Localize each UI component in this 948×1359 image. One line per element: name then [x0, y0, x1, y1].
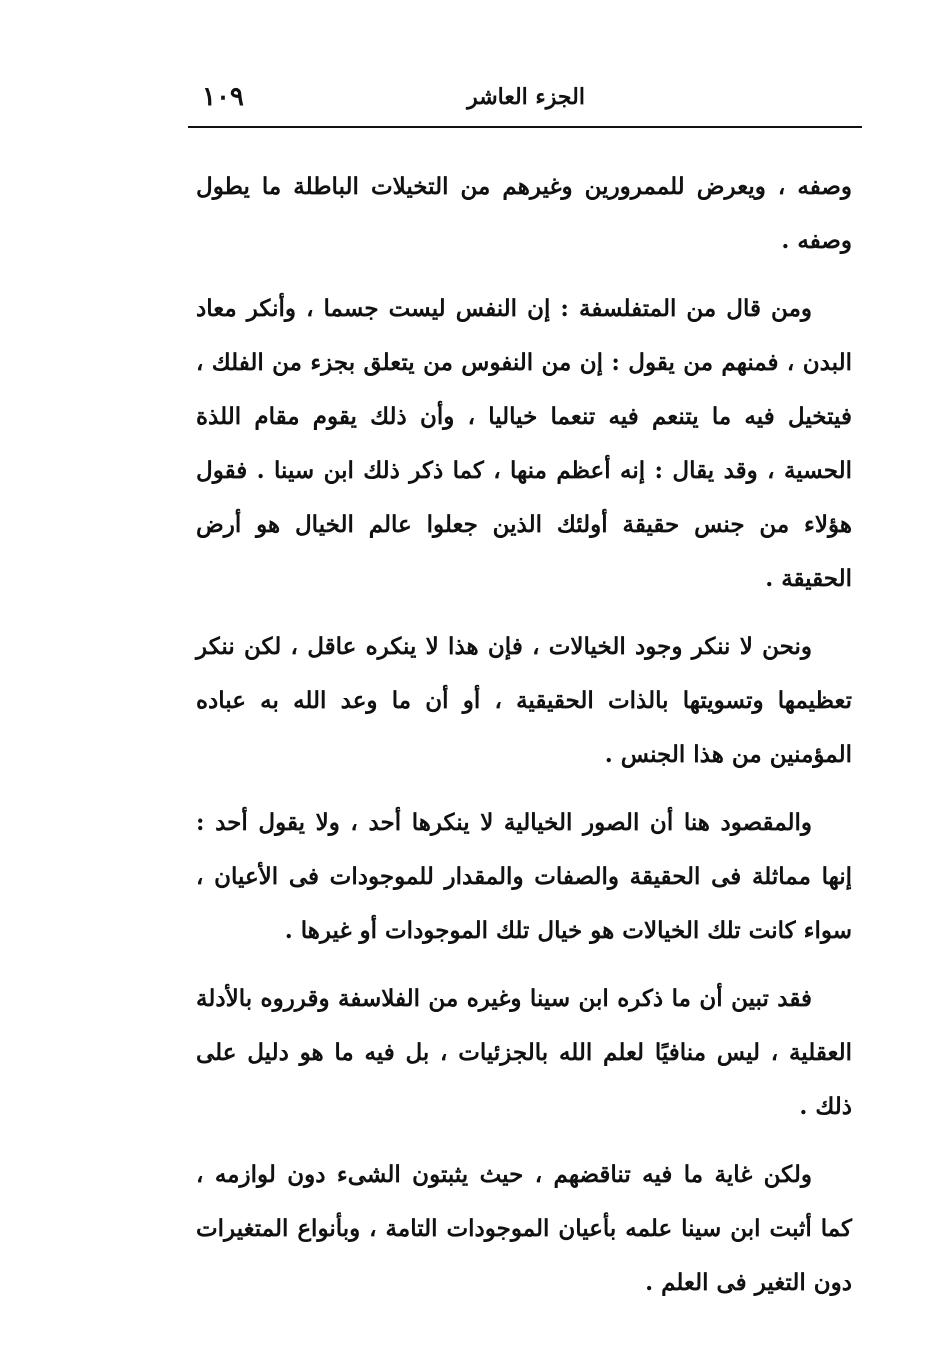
page-header	[190, 78, 862, 122]
paragraph: ولكن غاية ما فيه تناقضهم ، حيث يثبتون الشىء دون لوازمه ، كما أثبت ابن سينا علمه بأعيان الموجودات التامة ، وبأنواع المتغيرات دون التغير فى العلم .	[196, 1161, 852, 1296]
header-divider	[188, 126, 862, 128]
paragraph-continuation: وصفه ، ويعرض للممرورين وغيرهم من التخيلات الباطلة ما يطول وصفه .	[196, 173, 852, 254]
running-title: الجزء العاشر	[467, 84, 585, 110]
paragraph: ونحن لا ننكر وجود الخيالات ، فإن هذا لا ينكره عاقل ، لكن ننكر تعظيمها وتسويتها بالذات الحقيقية ، أو أن ما وعد الله به عباده المؤمنين من هذا الجنس .	[196, 633, 852, 768]
paragraph: فقد تبين أن ما ذكره ابن سينا وغيره من الفلاسفة وقرروه بالأدلة العقلية ، ليس منافيًا لعلم الله بالجزئيات ، بل فيه ما هو دليل على ذلك .	[196, 985, 852, 1120]
paragraph: ومن قال من المتفلسفة : إن النفس ليست جسما ، وأنكر معاد البدن ، فمنهم من يقول : إن من النفوس من يتعلق بجزء من الفلك ، فيتخيل فيه ما يتنعم فيه تنعما خياليا ، وأن ذلك يقوم مقام اللذة الحسية ، وقد يقال : إنه أعظم منها ، كما ذكر ذلك ابن سينا . فقول هؤلاء من جنس حقيقة أولئك الذين جعلوا عالم الخيال هو أرض الحقيقة .	[196, 295, 852, 592]
paragraph: والمقصود هنا أن الصور الخيالية لا ينكرها أحد ، ولا يقول أحد : إنها مماثلة فى الحقيقة والصفات والمقدار للموجودات فى الأعيان ، سواء كانت تلك الخيالات هو خيال تلك الموجودات أو غيرها .	[196, 809, 852, 944]
body-text	[196, 160, 852, 1324]
page-number: ١٠٩	[202, 82, 244, 112]
